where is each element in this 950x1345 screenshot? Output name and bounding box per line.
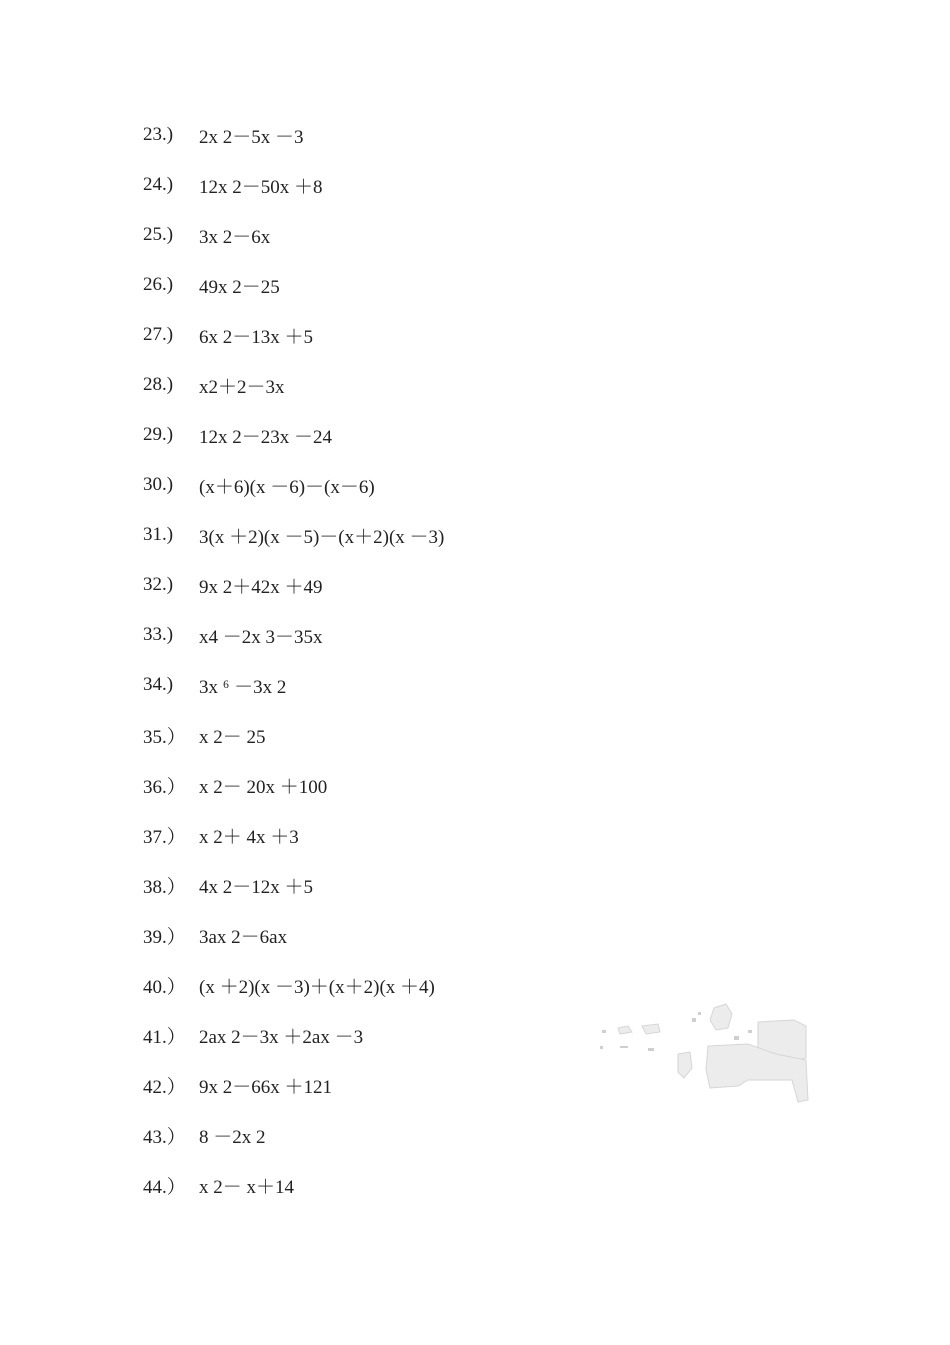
problem-item [143, 860, 843, 910]
problem-item [143, 160, 843, 210]
problem-number: 43.） [143, 1126, 186, 1148]
problem-number: 27.) [143, 324, 174, 345]
scan-artifact [598, 1000, 810, 1110]
problem-expression: x 2－ x＋14 [199, 1176, 295, 1198]
problem-expression: 2ax 2－3x ＋2ax －3 [199, 1026, 364, 1048]
problem-number: 35.） [143, 726, 186, 748]
problem-number: 29.) [143, 424, 174, 445]
problem-expression: 49x 2－25 [199, 276, 280, 298]
problem-expression: x 2＋ 4x ＋3 [199, 826, 299, 848]
problem-number: 30.) [143, 474, 174, 495]
problem-item [143, 910, 843, 960]
problem-item [143, 310, 843, 360]
problem-item [143, 410, 843, 460]
problem-expression: 6x 2－13x ＋5 [199, 326, 314, 348]
problem-number: 41.） [143, 1026, 186, 1048]
problem-expression: (x ＋2)(x －3)＋(x＋2)(x ＋4) [199, 976, 435, 998]
problem-item [143, 610, 843, 660]
problem-number: 23.) [143, 124, 174, 145]
problem-expression: 3x 2－6x [199, 226, 271, 248]
problem-item [143, 560, 843, 610]
problem-expression: 12x 2－23x －24 [199, 426, 333, 448]
problem-item [143, 1110, 843, 1160]
problem-item [143, 1160, 843, 1210]
problem-expression: 3x ⁶ －3x 2 [199, 676, 287, 698]
problem-number: 28.) [143, 374, 174, 395]
problem-item [143, 110, 843, 160]
problem-number: 36.） [143, 776, 186, 798]
problem-expression: x4 －2x 3－35x [199, 626, 323, 648]
problem-expression: 9x 2＋42x ＋49 [199, 576, 323, 598]
problem-item [143, 460, 843, 510]
problem-number: 38.） [143, 876, 186, 898]
problem-number: 25.) [143, 224, 174, 245]
problem-expression: x 2－ 20x ＋100 [199, 776, 328, 798]
problem-expression: x 2－ 25 [199, 726, 266, 748]
problem-expression: 3ax 2－6ax [199, 926, 288, 948]
problem-item [143, 710, 843, 760]
problem-number: 37.） [143, 826, 186, 848]
problem-item [143, 760, 843, 810]
problem-item [143, 360, 843, 410]
problem-expression: 4x 2－12x ＋5 [199, 876, 314, 898]
problem-number: 31.) [143, 524, 174, 545]
problem-number: 24.) [143, 174, 174, 195]
problem-number: 32.) [143, 574, 174, 595]
problem-number: 34.) [143, 674, 174, 695]
problem-item [143, 260, 843, 310]
problem-item [143, 810, 843, 860]
problem-expression: (x＋6)(x －6)－(x－6) [199, 476, 375, 498]
problem-number: 44.） [143, 1176, 186, 1198]
problem-number: 40.） [143, 976, 186, 998]
problem-expression: 9x 2－66x ＋121 [199, 1076, 333, 1098]
problem-item [143, 510, 843, 560]
problem-number: 33.) [143, 624, 174, 645]
problem-expression: 12x 2－50x ＋8 [199, 176, 323, 198]
problem-number: 26.) [143, 274, 174, 295]
problem-expression: 3(x ＋2)(x －5)－(x＋2)(x －3) [199, 526, 445, 548]
problem-number: 39.） [143, 926, 186, 948]
problem-item [143, 660, 843, 710]
problem-expression: x2＋2－3x [199, 376, 285, 398]
problem-expression: 2x 2－5x －3 [199, 126, 304, 148]
problem-number: 42.） [143, 1076, 186, 1098]
problem-expression: 8 －2x 2 [199, 1126, 266, 1148]
problem-item [143, 210, 843, 260]
